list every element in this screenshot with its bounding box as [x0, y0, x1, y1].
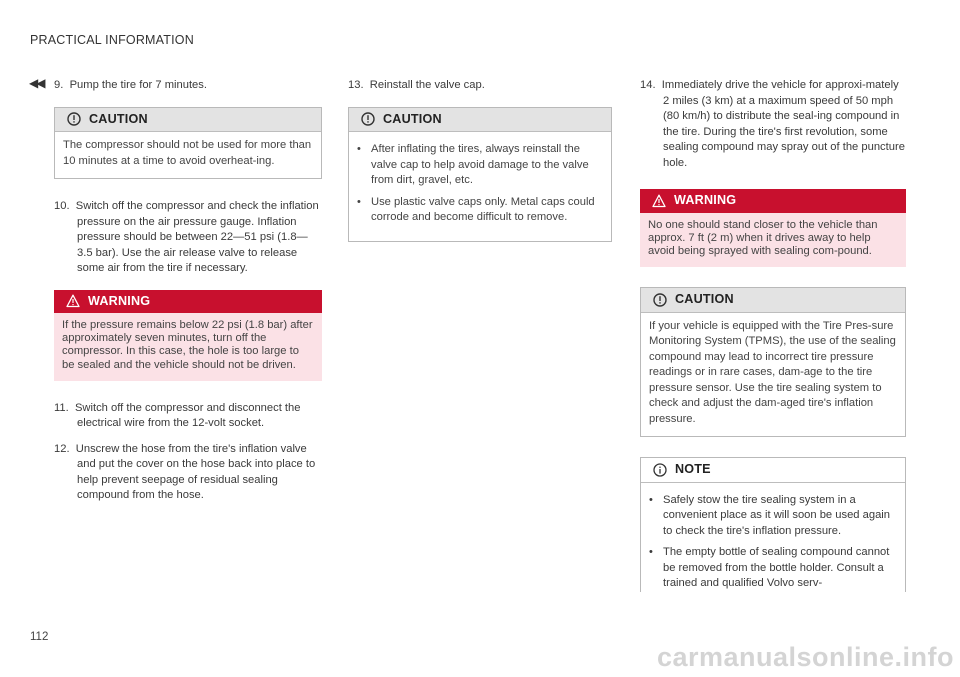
section-title: PRACTICAL INFORMATION	[30, 33, 194, 47]
watermark: carmanualsonline.info	[656, 642, 954, 672]
warning-header	[640, 189, 906, 213]
warning-box	[54, 290, 322, 381]
bullet-text: Safely stow the tire sealing system in a convenient place as it will soon be used again to check the tire's inflation pressure.	[663, 493, 891, 537]
warning-triangle-icon	[66, 294, 80, 308]
step-text: Switch off the compressor and disconnect the electrical wire from the 12-volt socket.	[74, 401, 301, 430]
step-number: 13.	[348, 79, 364, 91]
bullet-text: After inflating the tires, always reinstall the valve cap to help avoid damage to the valve from dirt, gravel, etc.	[371, 143, 589, 186]
step-text: Unscrew the hose from the tire's inflation valve and put the cover on the hose back into place to help prevent seepage of residual sealing compound from the hose.	[75, 442, 316, 502]
step-11	[54, 401, 322, 432]
step-9	[54, 78, 322, 94]
step-10	[54, 199, 322, 277]
bullet-icon: •	[649, 493, 653, 506]
caution-title: CAUTION	[675, 292, 734, 307]
warning-text: If the pressure remains below 22 psi (1.8 bar) after approximately seven minutes, turn off the compressor. In this case, the hole is too large to be sealed and the vehicle should not be driven.	[54, 313, 322, 381]
bullet-item	[357, 195, 603, 226]
bullet-icon: •	[357, 143, 361, 155]
bullet-icon: •	[357, 195, 361, 208]
note-box	[640, 457, 906, 592]
step-number: 12.	[54, 442, 70, 455]
bullet-icon: •	[649, 546, 653, 559]
page-number: 112	[30, 631, 49, 643]
step-text: Reinstall the valve cap.	[369, 79, 485, 91]
warning-header	[54, 290, 322, 314]
step-number: 9.	[54, 79, 64, 91]
warning-box	[640, 189, 906, 267]
bullet-item	[649, 545, 897, 592]
step-number: 14.	[640, 79, 656, 91]
bullet-item	[649, 493, 897, 540]
caution-header	[55, 108, 321, 133]
step-13	[348, 78, 612, 94]
step-number: 11.	[54, 401, 69, 414]
step-number: 10.	[54, 200, 70, 212]
caution-body	[349, 132, 611, 241]
info-icon	[653, 463, 667, 477]
column-right	[640, 78, 906, 612]
note-title: NOTE	[675, 462, 711, 477]
bullet-text: The empty bottle of sealing compound cannot be removed from the bottle holder. Consult a trained and qualified Volvo serv-	[663, 546, 890, 590]
caution-box	[640, 287, 906, 437]
caution-icon	[361, 112, 375, 126]
warning-title: WARNING	[674, 193, 737, 207]
caution-box	[54, 107, 322, 180]
caution-box	[348, 107, 612, 242]
caution-text: The compressor should not be used for more than 10 minutes at a time to avoid overheat-ing.	[63, 139, 312, 167]
warning-text: No one should stand closer to the vehicle than approx. 7 ft (2 m) when it drives away to help avoid being sprayed with sealing com-pound.	[640, 213, 906, 268]
note-header	[641, 458, 905, 483]
step-text: Pump the tire for 7 minutes.	[69, 79, 207, 91]
step-text: Immediately drive the vehicle for approxi-mately 2 miles (3 km) at a maximum speed of 50 mph (80 km/h) to distribute the seal-ing compound in the tire. During the tire's first revolution, some sealing compound may spray out of the puncture hole.	[661, 79, 905, 169]
caution-title: CAUTION	[89, 111, 148, 126]
caution-header	[641, 288, 905, 313]
back-chevron-icon[interactable]: ◀◀	[29, 76, 44, 90]
caution-text: If your vehicle is equipped with the Tire Pres-sure Monitoring System (TPMS), the use of the sealing compound may lead to incorrect tire pressure readings or in rare cases, dam-age to the tire pressure sensor. Use the tire sealing system to check and adjust the dam-aged tire's inflation pressure.	[649, 319, 896, 425]
caution-title: CAUTION	[383, 111, 442, 126]
column-middle	[348, 78, 612, 262]
bullet-text: Use plastic valve caps only. Metal caps could corrode and become difficult to remove.	[371, 195, 595, 223]
step-text: Switch off the compressor and check the inflation pressure on the air pressure gauge. Inflation pressure should be between 22—51 psi (1.8—3.5 bar). Use the air release valve to release some air from the tire if necessary.	[75, 200, 319, 274]
step-12	[54, 442, 322, 504]
warning-triangle-icon	[652, 194, 666, 208]
caution-icon	[67, 112, 81, 126]
caution-header	[349, 108, 611, 133]
column-left	[54, 78, 322, 514]
bullet-item	[357, 142, 603, 189]
step-14	[640, 78, 906, 171]
warning-title: WARNING	[88, 293, 151, 308]
caution-icon	[653, 293, 667, 307]
note-body	[641, 483, 905, 592]
